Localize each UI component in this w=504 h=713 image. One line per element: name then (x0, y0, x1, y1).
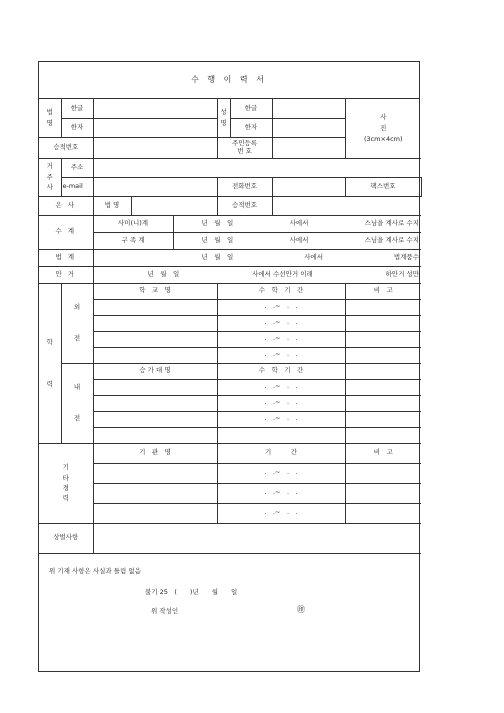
internal-period-field[interactable]: . .~ . . (217, 395, 345, 411)
gujok-date: 년 월 일 (201, 235, 234, 244)
seongmyeong-hangeul-label: 한글 (230, 99, 272, 118)
internal-school-field[interactable] (93, 395, 217, 411)
career-col-note: 비 고 (345, 443, 421, 463)
awards-field[interactable] (93, 523, 421, 553)
external-period-field[interactable]: . .~ . . (217, 347, 345, 363)
sami-label: 사미(니)계 (93, 215, 173, 232)
career-note-field[interactable] (345, 483, 421, 503)
external-col-period: 수 학 기 간 (217, 283, 345, 299)
beopmyeong-hangeul-field[interactable] (93, 99, 217, 118)
external-note-field[interactable] (345, 315, 421, 331)
sami-place: 사에서 (289, 218, 309, 227)
career-org-field[interactable] (93, 503, 217, 523)
internal-col-school: 승 가 대 명 (93, 363, 217, 379)
internal-period-field[interactable]: . .~ . . (217, 379, 345, 395)
sami-master: 스님을 계사로 수지 (364, 218, 419, 227)
angeo-field[interactable] (93, 266, 421, 283)
residence-label: 거 주 사 (39, 158, 61, 196)
external-education-label: 외 전 (61, 283, 93, 363)
career-period-field[interactable]: . .~ . . (217, 503, 345, 523)
external-school-field[interactable] (93, 315, 217, 331)
internal-note-field[interactable] (345, 427, 421, 443)
master-seungjeok-field[interactable] (272, 196, 421, 215)
gujok-master: 스님을 계사로 수지 (364, 235, 419, 244)
internal-note-field[interactable] (345, 411, 421, 427)
beopgye-label: 법 계 (39, 249, 93, 266)
sami-field[interactable] (173, 215, 421, 232)
internal-col-note (345, 363, 421, 379)
master-seungjeok-label: 승적번호 (217, 196, 272, 215)
internal-note-field[interactable] (345, 379, 421, 395)
resident-id-label: 주민등록 번 호 (217, 137, 272, 158)
external-period-field[interactable]: . .~ . . (217, 299, 345, 315)
form-footer (39, 554, 419, 678)
resume-form (38, 61, 420, 672)
career-col-org: 기 관 명 (93, 443, 217, 463)
external-school-field[interactable] (93, 299, 217, 315)
external-note-field[interactable] (345, 331, 421, 347)
footer-date-line[interactable]: 불기 25 ( )년 월 일 (145, 587, 238, 596)
footer-statement: 위 기재 사항은 사실과 틀림 없음 (49, 566, 141, 575)
internal-school-field[interactable] (93, 411, 217, 427)
beopmyeong-hanja-field[interactable] (93, 118, 217, 137)
footer-writer-label: 위 작성인 (151, 606, 179, 615)
angeo-label: 안 거 (39, 266, 93, 283)
internal-period-field[interactable]: . .~ . . (217, 411, 345, 427)
awards-label: 상벌사항 (39, 523, 93, 553)
internal-col-period: 수 학 기 간 (217, 363, 345, 379)
internal-education-label: 내 전 (61, 363, 93, 443)
precepts-label: 수 계 (39, 215, 93, 249)
angeo-date: 년 월 일 (147, 269, 180, 278)
seungjeok-label: 승적번호 (39, 137, 93, 158)
beopgye-date: 년 월 일 (201, 252, 234, 261)
external-school-field[interactable] (93, 331, 217, 347)
master-label: 은 사 (39, 196, 93, 215)
career-col-period: 기 간 (217, 443, 345, 463)
external-period-field[interactable]: . .~ . . (217, 315, 345, 331)
career-label: 기 타 경 력 (39, 443, 93, 523)
internal-note-field[interactable] (345, 395, 421, 411)
seungjeok-field[interactable] (93, 137, 217, 158)
beopgye-rank: 법계품수 (393, 252, 419, 261)
external-note-field[interactable] (345, 347, 421, 363)
external-school-field[interactable] (93, 347, 217, 363)
career-period-field[interactable]: . .~ . . (217, 483, 345, 503)
gujok-place: 사에서 (289, 235, 309, 244)
form-table (39, 99, 421, 554)
seongmyeong-label: 성 명 (217, 99, 230, 137)
external-col-school: 학 교 명 (93, 283, 217, 299)
resident-id-field[interactable] (272, 137, 345, 158)
photo-box[interactable]: 사 진 (3cm×4cm) (345, 99, 421, 158)
email-field[interactable] (93, 177, 217, 196)
internal-period-field[interactable] (217, 427, 345, 443)
email-label: e-mail (61, 177, 93, 196)
seongmyeong-hanja-field[interactable] (272, 118, 345, 137)
career-period-field[interactable]: . .~ . . (217, 463, 345, 483)
address-label: 주소 (61, 158, 93, 177)
external-col-note: 비 고 (345, 283, 421, 299)
career-org-field[interactable] (93, 483, 217, 503)
phone-field[interactable] (272, 177, 345, 196)
beopmyeong-label: 법 명 (39, 99, 61, 137)
internal-school-field[interactable] (93, 379, 217, 395)
beopmyeong-hangeul-label: 한글 (61, 99, 93, 118)
sami-date: 년 월 일 (201, 218, 234, 227)
career-note-field[interactable] (345, 503, 421, 523)
master-beopmyeong-label: 법 명 (93, 196, 131, 215)
internal-school-field[interactable] (93, 427, 217, 443)
gujok-label: 구 족 계 (93, 232, 173, 249)
address-field[interactable] (93, 158, 421, 177)
career-note-field[interactable] (345, 463, 421, 483)
form-title: 수 행 이 력 서 (39, 62, 419, 99)
seongmyeong-hangeul-field[interactable] (272, 99, 345, 118)
education-label: 학 력 (39, 283, 61, 443)
gujok-field[interactable] (173, 232, 421, 249)
angeo-place: 사에서 수선안거 이래 (252, 269, 313, 278)
seal-icon: ㊞ (297, 604, 305, 614)
external-note-field[interactable] (345, 299, 421, 315)
seongmyeong-hanja-label: 한자 (230, 118, 272, 137)
beopgye-field[interactable] (93, 249, 421, 266)
angeo-count: 하안거 성만 (385, 269, 419, 278)
beopmyeong-hanja-label: 한자 (61, 118, 93, 137)
external-period-field[interactable]: . .~ . . (217, 331, 345, 347)
career-org-field[interactable] (93, 463, 217, 483)
beopgye-place: 사에서 (304, 252, 324, 261)
phone-label: 전화번호 (217, 177, 272, 196)
fax-label: 팩스번호 (345, 177, 421, 196)
master-beopmyeong-field[interactable] (131, 196, 217, 215)
